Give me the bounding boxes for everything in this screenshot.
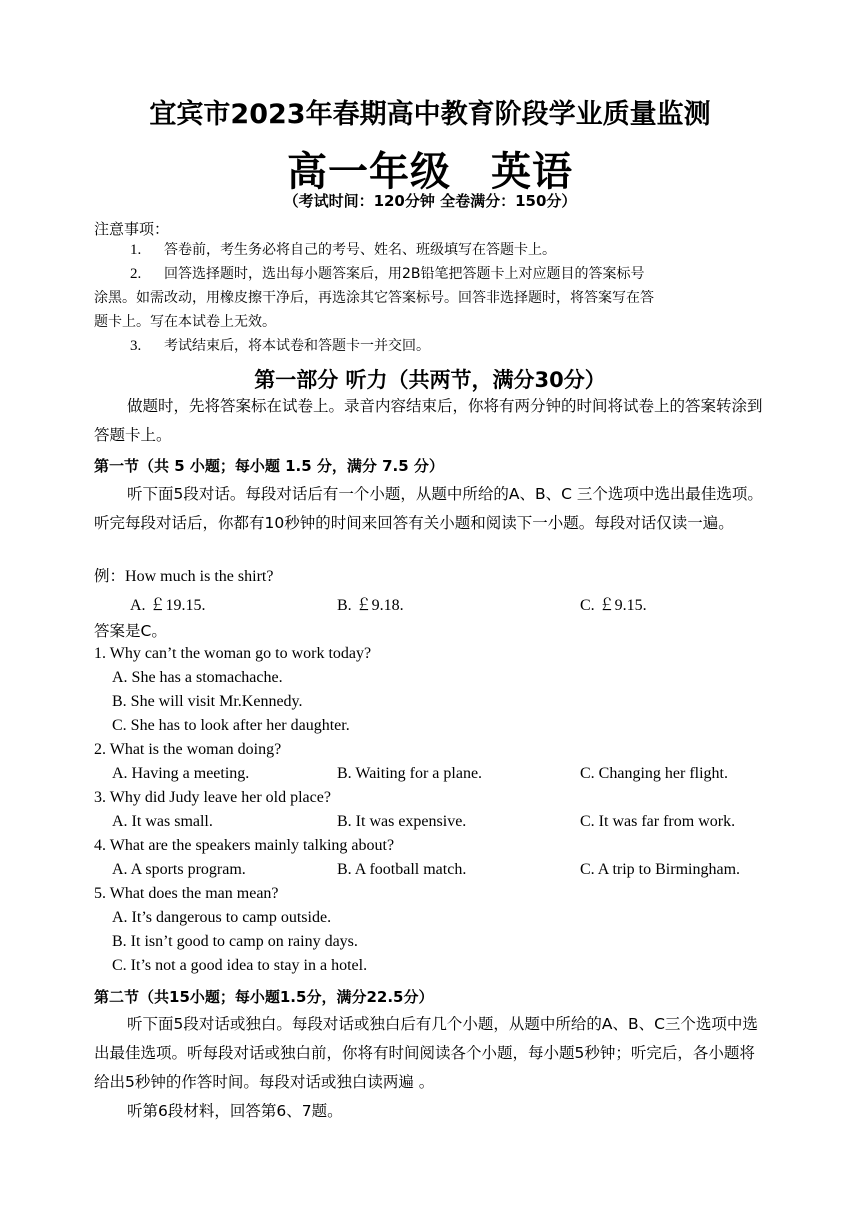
- section1-instructions: 听下面5段对话。每段对话后有一个小题，从题中所给的A、B、C 三个选项中选出最佳选项。听完每段对话后，你都有10秒钟的时间来回答有关小题和阅读下一小题。每段对话仅读一遍。: [94, 485, 763, 532]
- notice-heading: 注意事项：: [94, 220, 170, 238]
- question-5-option-b: B. It isn’t good to camp on rainy days.: [112, 933, 358, 950]
- exam-grade-subject: [0, 140, 860, 197]
- question-5-option-c: C. It’s not a good idea to stay in a hotel.: [112, 957, 368, 974]
- question-3-option-b: B. It was expensive.: [337, 813, 467, 830]
- question-2-option-b: B. Waiting for a plane.: [337, 765, 483, 782]
- grade-label: 高一年级: [287, 149, 451, 195]
- section2-title: 第二节（共15小题；每小题1.5分，满分22.5分）: [94, 988, 434, 1006]
- question-4-option-c: C. A trip to Birmingham.: [580, 861, 741, 878]
- subject-label: 英语: [491, 149, 573, 195]
- question-5-option-a: A. It’s dangerous to camp outside.: [112, 909, 332, 926]
- question-4-option-a: A. A sports program.: [112, 861, 246, 878]
- notice-item: 1. 答卷前，考生务必将自己的考号、姓名、班级填写在答题卡上。: [130, 242, 556, 258]
- section1-title: 第一节（共 5 小题；每小题 1.5 分，满分 7.5 分）: [94, 457, 444, 475]
- notice-item: 2. 回答选择题时，选出每小题答案后，用2B铅笔把答题卡上对应题目的答案标号: [130, 266, 645, 282]
- section2-next: 听第6段材料，回答第6、7题。: [127, 1102, 343, 1120]
- question-1-option-c: C. She has to look after her daughter.: [112, 717, 350, 734]
- exam-title: 宜宾市2023年春期高中教育阶段学业质量监测: [149, 99, 711, 130]
- question-4: 4. What are the speakers mainly talking about?: [94, 837, 395, 854]
- question-3-option-a: A. It was small.: [112, 813, 213, 830]
- question-1-option-b: B. She will visit Mr.Kennedy.: [112, 693, 303, 710]
- question-2: 2. What is the woman doing?: [94, 741, 282, 758]
- question-5: 5. What does the man mean?: [94, 885, 279, 902]
- notice-item-continued: 题卡上。写在本试卷上无效。: [94, 314, 276, 330]
- question-3: 3. Why did Judy leave her old place?: [94, 789, 331, 806]
- exam-time-score: （考试时间：120分钟 全卷满分：150分）: [283, 192, 577, 210]
- question-1: 1. Why can’t the woman go to work today?: [94, 645, 372, 662]
- question-1-option-a: A. She has a stomachache.: [112, 669, 283, 686]
- example-question: 例：How much is the shirt?: [94, 567, 274, 585]
- section2-instructions: 听下面5段对话或独白。每段对话或独白后有几个小题，从题中所给的A、B、C三个选项中选出最佳选项。听每段对话或独白前，你将有时间阅读各个小题，每小题5秒钟；听完后，各小题将给出5秒钟的作答时间。每段对话或独白读两遍 。: [94, 1015, 758, 1091]
- part1-title: 第一部分 听力（共两节，满分30分）: [254, 368, 606, 392]
- notice-item: 3. 考试结束后，将本试卷和答题卡一并交回。: [130, 338, 430, 354]
- question-4-option-b: B. A football match.: [337, 861, 467, 878]
- example-option-c: C. ￡9.15.: [580, 597, 647, 614]
- example-answer: 答案是C。: [94, 622, 167, 640]
- example-option-b: B. ￡9.18.: [337, 597, 404, 614]
- question-3-option-c: C. It was far from work.: [580, 813, 736, 830]
- part1-intro: 做题时，先将答案标在试卷上。录音内容结束后，你将有两分钟的时间将试卷上的答案转涂到答题卡上。: [94, 397, 763, 444]
- question-2-option-a: A. Having a meeting.: [112, 765, 250, 782]
- example-option-a: A. ￡19.15.: [130, 597, 206, 614]
- question-2-option-c: C. Changing her flight.: [580, 765, 728, 782]
- notice-item-continued: 涂黑。如需改动，用橡皮擦干净后，再选涂其它答案标号。回答非选择题时，将答案写在答: [94, 290, 654, 306]
